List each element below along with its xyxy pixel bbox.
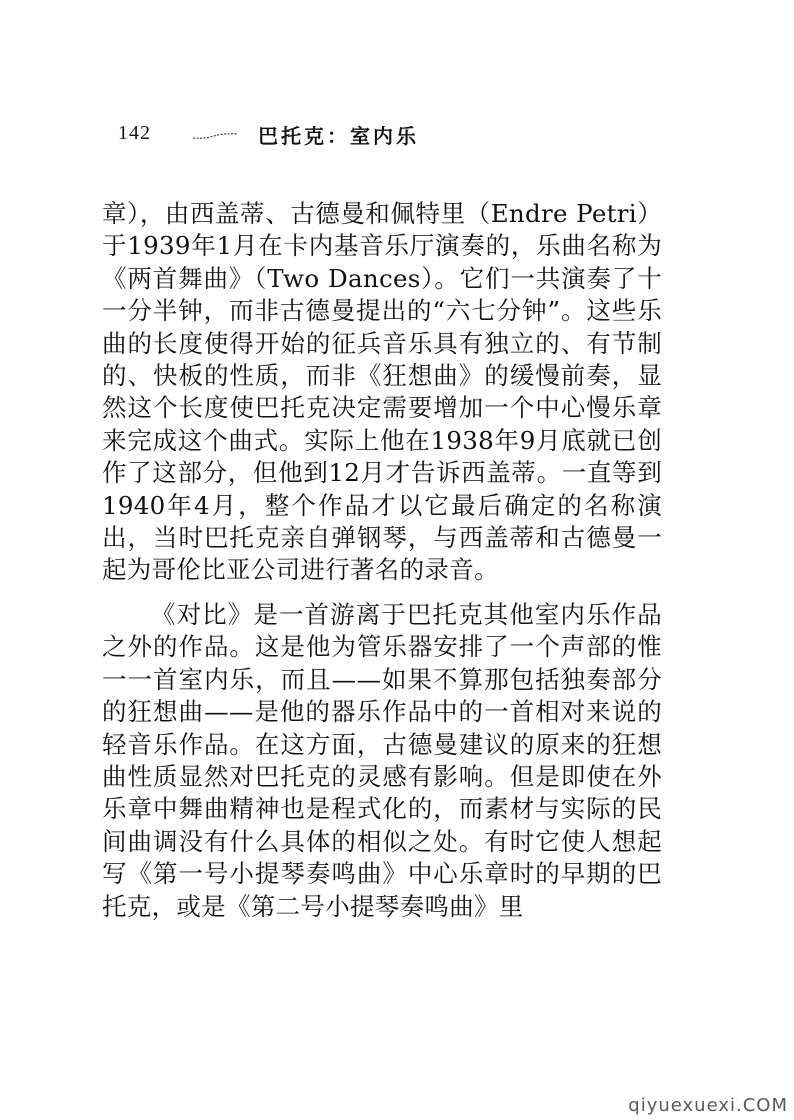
watermark: qiyuexuexi.COM (628, 1095, 788, 1116)
paragraph: 《对比》是一首游离于巴托克其他室内乐作品之外的作品。这是他为管乐器安排了一个声部的惟一一首室内乐，而且——如果不算那包括独奏部分的狂想曲——是他的器乐作品中的一首相对来说的轻音乐作品。在这方面，古德曼建议的原来的狂想曲性质显然对巴托克的灵感有影响。但是即使在外乐章中舞曲精神也是程式化的，而素材与实际的民间曲调没有什么具体的相似之处。有时它使人想起写《第一号小提琴奏鸣曲》中心乐章时的早期的巴托克，或是《第二号小提琴奏鸣曲》里 (102, 599, 662, 921)
ornament-flourish-icon (192, 132, 238, 140)
running-title: 巴托克：室内乐 (258, 124, 419, 148)
page-header (118, 118, 538, 148)
page-number: 142 (118, 122, 151, 144)
body-text (102, 198, 662, 935)
paragraph: 章），由西盖蒂、古德曼和佩特里（Endre Petri）于1939年1月在卡内基音乐厅演奏的，乐曲名称为《两首舞曲》（Two Dances）。它们一共演奏了十一分半钟，而非古德曼提出的“六七分钟”。这些乐曲的长度使得开始的征兵音乐具有独立的、有节制的、快板的性质，而非《狂想曲》的缓慢前奏，显然这个长度使巴托克决定需要增加一个中心慢乐章来完成这个曲式。实际上他在1938年9月底就已创作了这部分，但他到12月才告诉西盖蒂。一直等到1940年4月，整个作品才以它最后确定的名称演出，当时巴托克亲自弹钢琴，与西盖蒂和古德曼一起为哥伦比亚公司进行著名的录音。 (102, 199, 662, 585)
